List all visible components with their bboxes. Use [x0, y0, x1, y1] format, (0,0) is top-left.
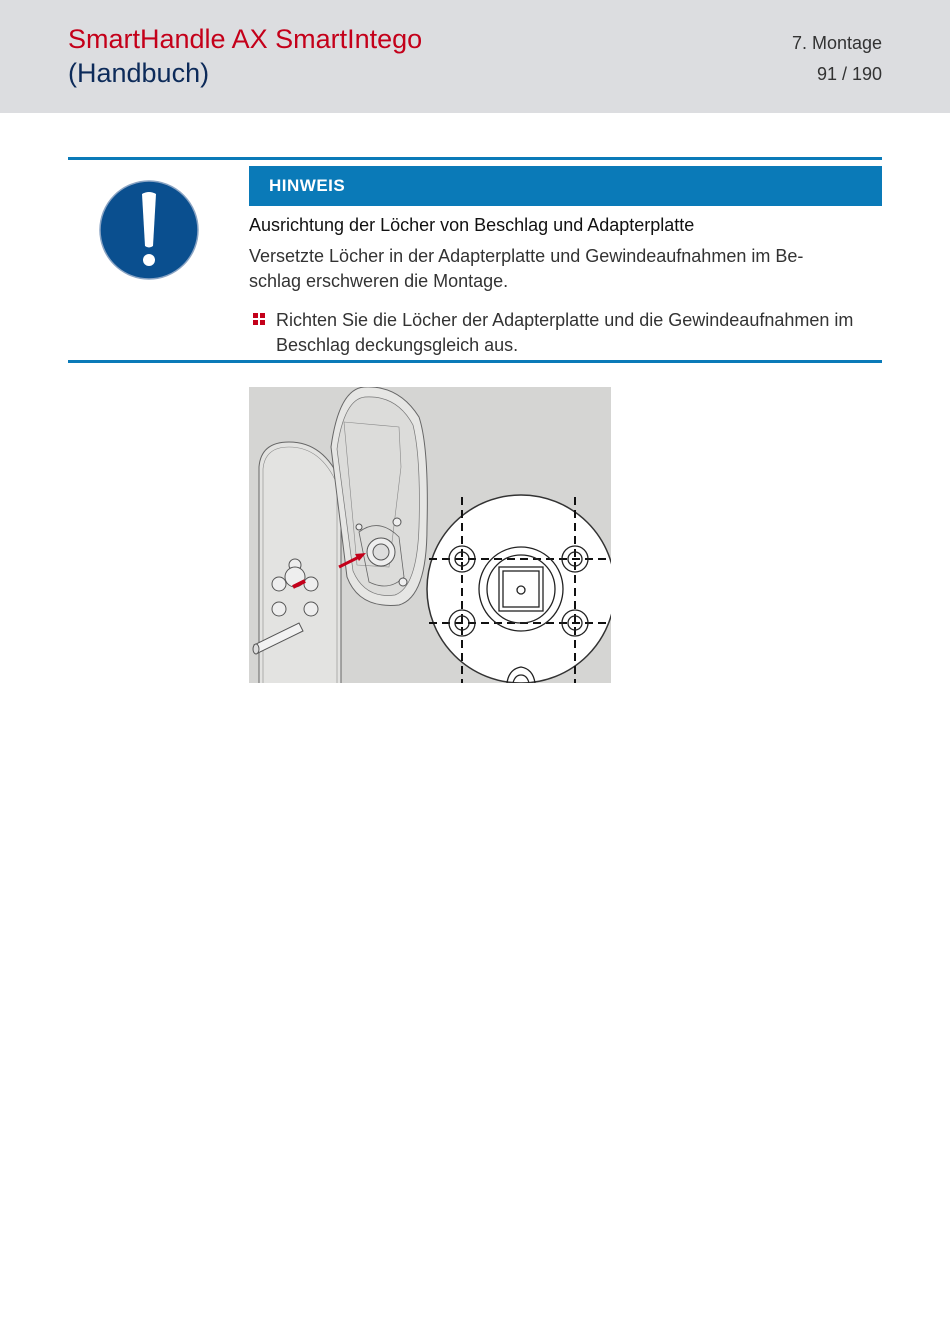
mounting-illustration: [249, 387, 611, 683]
page-header: [0, 0, 950, 113]
notice-text: Versetzte Löcher in der Adapterplatte und Gewindeaufnahmen im Beschlag erschweren die Montage.: [249, 246, 804, 291]
notice-heading: Ausrichtung der Löcher von Beschlag und Adapterplatte: [249, 215, 695, 235]
document-title-line2: (Handbuch): [68, 58, 210, 88]
notice-box: [68, 157, 882, 363]
exclamation-mandatory-icon: [99, 180, 199, 280]
chapter-info: [792, 28, 882, 90]
step-bullet-icon: [253, 313, 265, 325]
adapter-plate-illustration: [249, 387, 611, 683]
page-number: 91 / 190: [816, 64, 882, 84]
notice-step: [249, 308, 882, 358]
step-text: Richten Sie die Löcher der Adapterplatte und die Gewindeaufnahmen im Beschlag deckungsgleich aus.: [276, 310, 854, 355]
chapter-title: 7. Montage: [791, 33, 882, 53]
document-title-line1: SmartHandle AX SmartIntego: [68, 24, 423, 54]
notice-label: HINWEIS: [249, 166, 882, 206]
document-title: [68, 22, 422, 90]
